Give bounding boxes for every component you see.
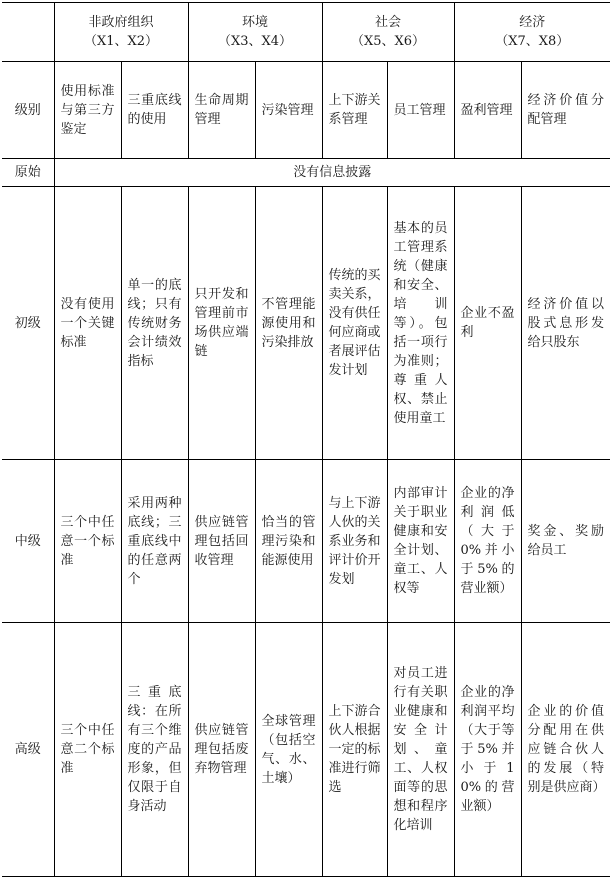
table-cell: 经济价值以股式息形发给只股东	[521, 187, 610, 460]
level-row-original	[2, 159, 610, 187]
group-name: 社会	[374, 15, 401, 30]
table-cell: 供应链管理包括废弃物管理	[188, 623, 255, 877]
level-label: 高级	[2, 623, 54, 877]
level-row-basic	[2, 187, 610, 460]
table-cell: 三重底线：在所有三个维度的产品形象，但仅限于自身活动	[121, 623, 188, 877]
subheader-value-distribution: 经济价值分配管理	[521, 62, 610, 159]
table-wrapper	[2, 2, 610, 877]
level-label: 原始	[2, 159, 54, 187]
table-cell: 对员工进行有关职业健康和安全计划、童工、人权面等的思想和程序化培训	[387, 623, 454, 877]
group-vars: （X1、X2）	[83, 34, 159, 49]
group-header-row	[2, 3, 610, 62]
table-cell: 恰当的管理污染和能源使用	[255, 460, 322, 623]
group-vars: （X5、X6）	[350, 34, 426, 49]
maturity-level-table	[2, 2, 610, 877]
group-header-environment	[188, 3, 322, 62]
table-cell: 企业的净利润平均（大于等于5%并小于10%的营业额）	[454, 623, 521, 877]
level-row-intermediate	[2, 460, 610, 623]
subheader-supply-chain: 上下游关系管理	[322, 62, 387, 159]
table-cell: 三个中任意二个标准	[54, 623, 121, 877]
table-cell: 上下游合伙人根据一定的标准进行筛选	[322, 623, 387, 877]
subheader-profit: 盈利管理	[454, 62, 521, 159]
group-vars: （X3、X4）	[217, 34, 293, 49]
group-header-society	[322, 3, 454, 62]
level-header: 级别	[2, 62, 54, 159]
table-cell: 企业不盈利	[454, 187, 521, 460]
level-label: 中级	[2, 460, 54, 623]
corner-cell	[2, 3, 54, 62]
table-cell: 单一的底线；只有传统财务会计绩效指标	[121, 187, 188, 460]
table-cell: 没有使用一个关键标准	[54, 187, 121, 460]
subheader-employees: 员工管理	[387, 62, 454, 159]
subheader-pollution: 污染管理	[255, 62, 322, 159]
subheader-lifecycle: 生命周期管理	[188, 62, 255, 159]
table-cell: 三个中任意一个标准	[54, 460, 121, 623]
group-name: 经济	[519, 15, 546, 30]
group-vars: （X7、X8）	[495, 34, 570, 49]
table-cell: 与上下游人伙的关系业务和评计价开发划	[322, 460, 387, 623]
table-cell: 奖金、奖励给员工	[521, 460, 610, 623]
subheader-row	[2, 62, 610, 159]
table-cell: 传统的买卖关系，没有供任何应商或者展评估发计划	[322, 187, 387, 460]
table-cell: 供应链管理包括回收管理	[188, 460, 255, 623]
subheader-triple-bottom-line: 三重底线的使用	[121, 62, 188, 159]
merged-cell-no-disclosure: 没有信息披露	[54, 159, 610, 187]
level-label: 初级	[2, 187, 54, 460]
table-cell: 采用两种底线；三重底线中的任意两个	[121, 460, 188, 623]
table-cell: 不管理能源使用和污染排放	[255, 187, 322, 460]
group-name: 环境	[241, 15, 268, 30]
subheader-standards: 使用标准与第三方鉴定	[54, 62, 121, 159]
group-header-economy	[454, 3, 610, 62]
table-cell: 内部审计关于职业健康和安全计划、童工、人权等	[387, 460, 454, 623]
group-name: 非政府组织	[88, 15, 154, 30]
table-cell: 企业的净利润低（大于0%并小于5%的营业额）	[454, 460, 521, 623]
table-cell: 企业的价值分配用在供应链合伙人的发展（特别是供应商）	[521, 623, 610, 877]
table-cell: 只开发和管理前市场供应端链	[188, 187, 255, 460]
table-cell: 基本的员工管理系统（健康和安全、培训等）。包括一项行为准则；尊重人权、禁止使用童工	[387, 187, 454, 460]
group-header-ngo	[54, 3, 188, 62]
level-row-advanced	[2, 623, 610, 877]
table-cell: 全球管理（包括空气、水、土壤）	[255, 623, 322, 877]
